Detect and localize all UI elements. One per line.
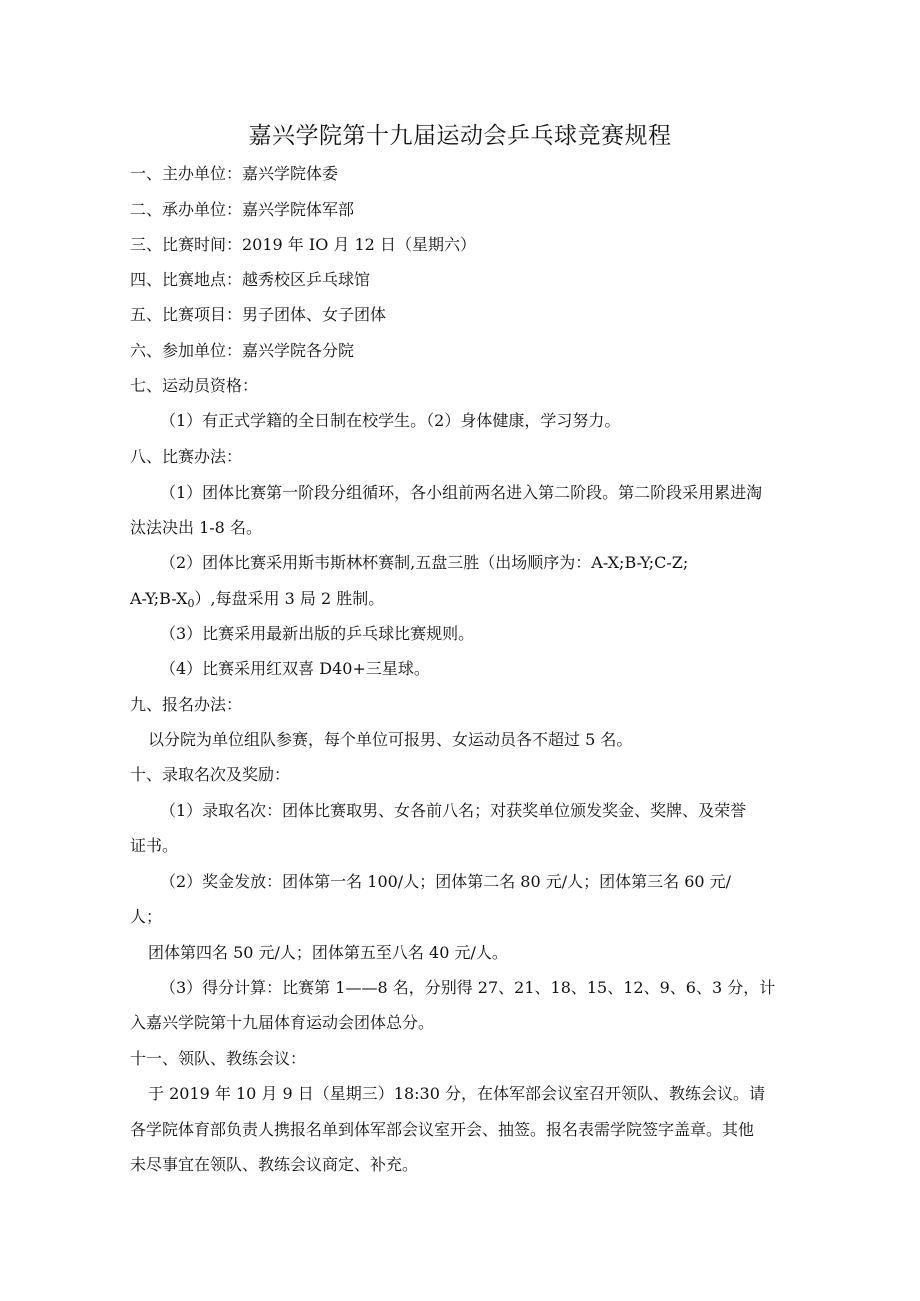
section-participants: 六、参加单位：嘉兴学院各分院 xyxy=(130,341,355,360)
method-paragraph-2-line-2 xyxy=(130,587,384,611)
awards-paragraph-1-line-2: 证书。 xyxy=(130,836,179,855)
method-order-subscript: 0 xyxy=(187,597,195,610)
method-paragraph-1-line-2: 汰法决出 1-8 名。 xyxy=(130,518,262,537)
eligibility-paragraph: （1）有正式学籍的全日制在校学生。（2）身体健康，学习努力。 xyxy=(160,411,621,430)
awards-paragraph-2-line-2: 人； xyxy=(130,907,163,926)
section-heading-meeting: 十一、领队、教练会议： xyxy=(130,1049,307,1068)
section-heading-eligibility: 七、运动员资格： xyxy=(130,376,259,395)
method-paragraph-2-line-1: （2）团体比赛采用斯韦斯林杯赛制,五盘三胜（出场顺序为：A-X;B-Y;C-Z; xyxy=(160,553,689,572)
meeting-paragraph-line-1: 于 2019 年 10 月 9 日（星期三）18:30 分，在体军部会议室召开领队、教练会议。请 xyxy=(148,1084,765,1103)
section-events: 五、比赛项目：男子团体、女子团体 xyxy=(130,305,387,324)
section-heading-registration: 九、报名办法： xyxy=(130,695,243,714)
method-order-text: A-Y;B-X xyxy=(130,589,188,608)
method-format-text: ）,每盘采用 3 局 2 胜制。 xyxy=(194,589,385,608)
method-paragraph-3: （3）比赛采用最新出版的乒乓球比赛规则。 xyxy=(160,624,475,643)
section-heading-method: 八、比赛办法： xyxy=(130,447,243,466)
document-title: 嘉兴学院第十九届运动会乒乓球竞赛规程 xyxy=(248,123,672,149)
section-venue: 四、比赛地点：越秀校区乒乓球馆 xyxy=(130,270,371,289)
awards-paragraph-2-line-3: 团体第四名 50 元/人；团体第五至八名 40 元/人。 xyxy=(148,943,508,962)
awards-paragraph-3-line-1: （3）得分计算：比赛第 1——8 名，分别得 27、21、18、15、12、9、6、3 分，计 xyxy=(160,978,776,997)
section-heading-awards: 十、录取名次及奖励： xyxy=(130,765,291,784)
awards-paragraph-3-line-2: 入嘉兴学院第十九届体育运动会团体总分。 xyxy=(130,1013,435,1032)
section-undertaker: 二、承办单位：嘉兴学院体军部 xyxy=(130,200,355,219)
meeting-paragraph-line-2: 各学院体育部负责人携报名单到体军部会议室开会、抽签。报名表需学院签字盖章。其他 xyxy=(130,1120,755,1139)
method-paragraph-4: （4）比赛采用红双喜 D40+三星球。 xyxy=(160,659,430,678)
section-time: 三、比赛时间：2019 年 IO 月 12 日（星期六） xyxy=(130,235,476,254)
registration-paragraph: 以分院为单位组队参赛，每个单位可报男、女运动员各不超过 5 名。 xyxy=(148,730,633,749)
method-paragraph-1-line-1: （1）团体比赛第一阶段分组循环，各小组前两名进入第二阶段。第二阶段采用累进淘 xyxy=(160,483,763,502)
section-organizer: 一、主办单位：嘉兴学院体委 xyxy=(130,164,339,183)
awards-paragraph-1-line-1: （1）录取名次：团体比赛取男、女各前八名；对获奖单位颁发奖金、奖牌、及荣誉 xyxy=(160,801,747,820)
meeting-paragraph-line-3: 未尽事宜在领队、教练会议商定、补充。 xyxy=(130,1155,419,1174)
awards-paragraph-2-line-1: （2）奖金发放：团体第一名 100/人；团体第二名 80 元/人；团体第三名 60 元/ xyxy=(160,872,732,891)
